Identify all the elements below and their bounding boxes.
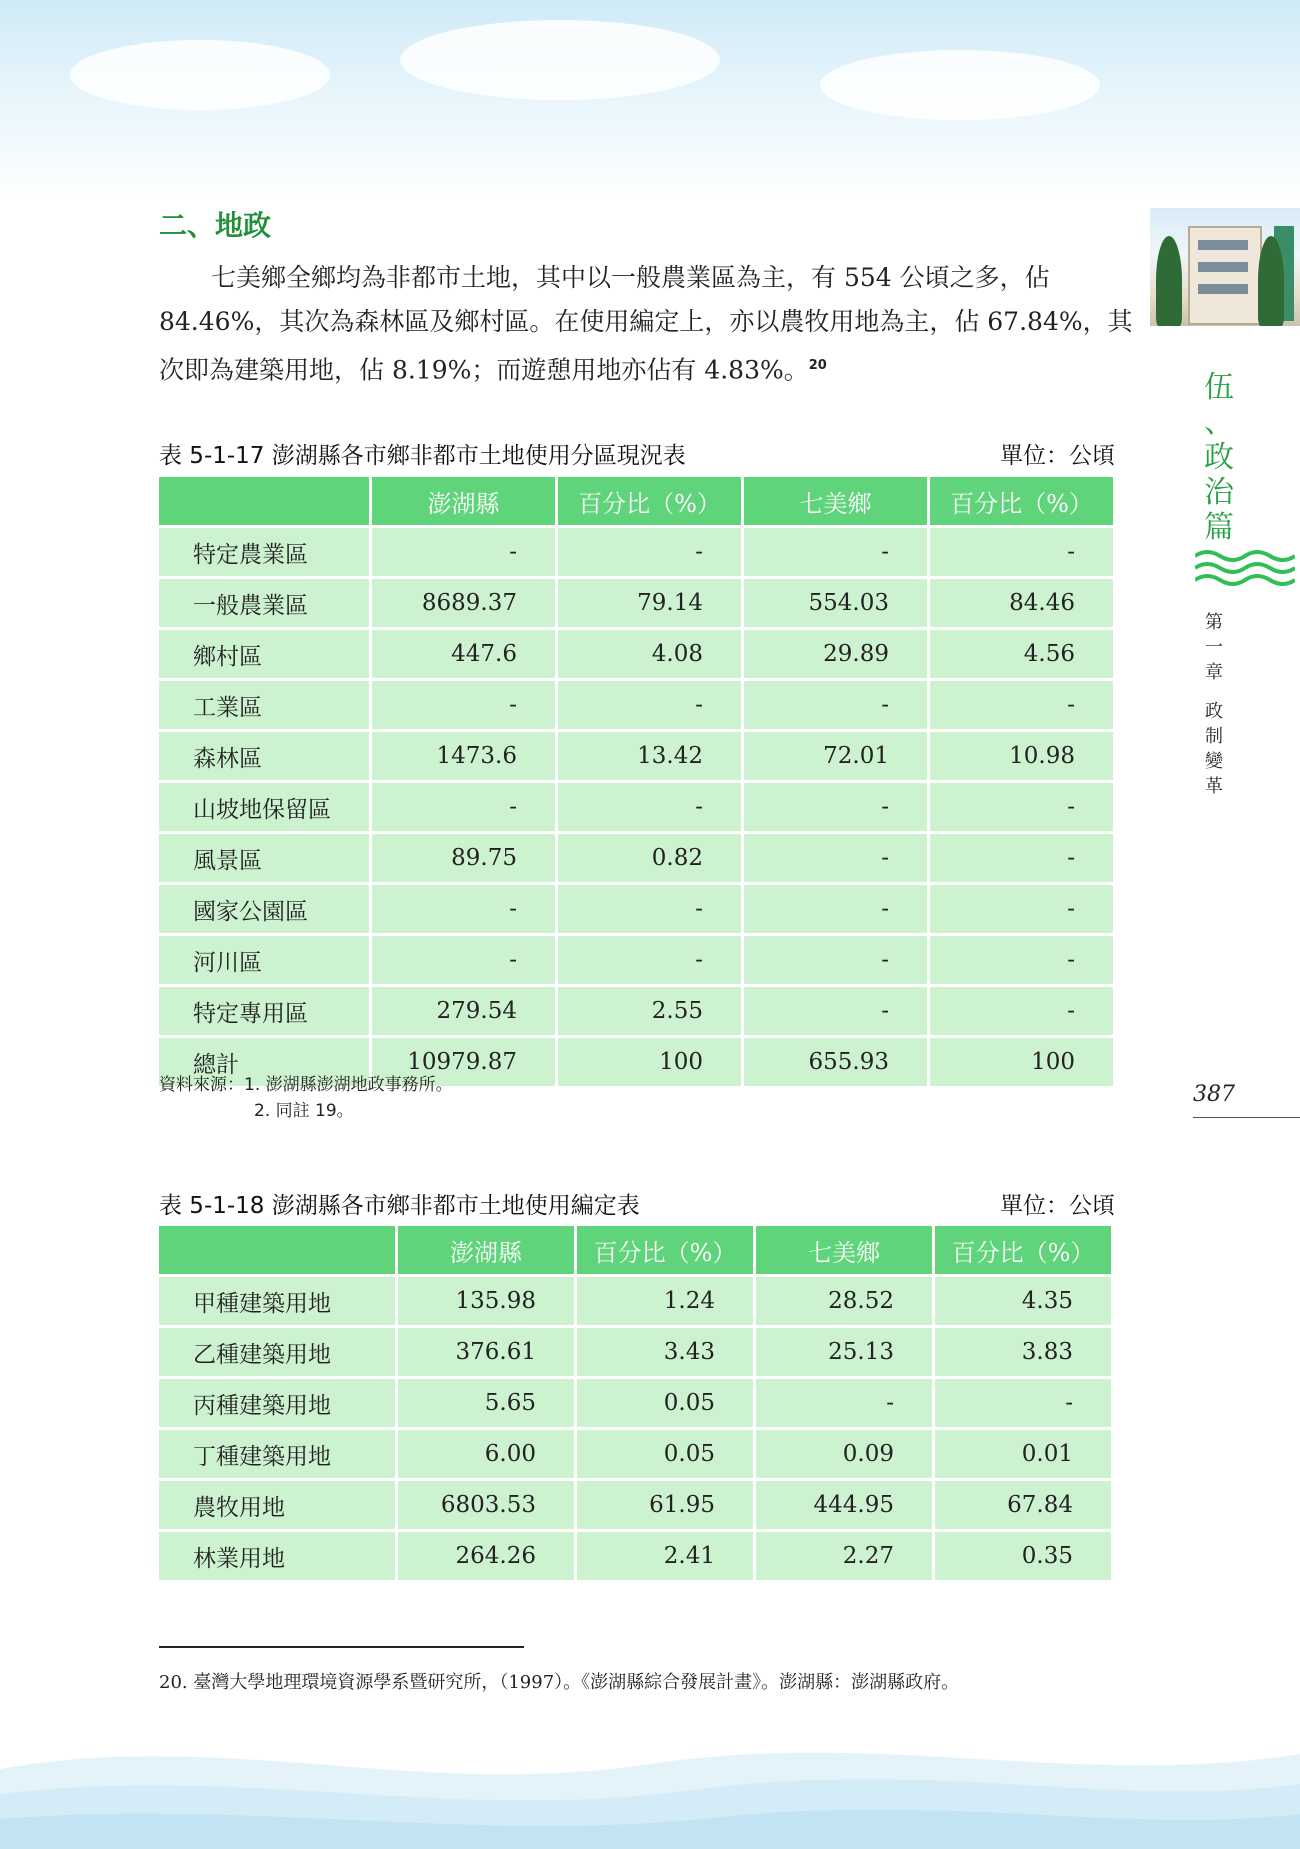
table-cell: - <box>930 987 1113 1035</box>
page-number-rule <box>1193 1117 1300 1118</box>
row-label: 總計 <box>159 1038 369 1086</box>
chapter-title-char: 政 <box>1205 701 1223 722</box>
paragraph-line: 次即為建築用地，佔 8.19%；而遊憩用地亦佔有 4.83%。 <box>159 355 809 385</box>
chapter-title-char: 章 <box>1205 662 1223 683</box>
table2-unit: 單位：公頃 <box>1000 1193 1115 1219</box>
table-header-cell: 澎湖縣 <box>372 477 555 525</box>
row-label: 甲種建築用地 <box>159 1277 395 1325</box>
table-row <box>159 936 1113 984</box>
row-label: 森林區 <box>159 732 369 780</box>
table-cell: 79.14 <box>558 579 741 627</box>
table-cell: 6.00 <box>398 1430 574 1478</box>
table-cell: 554.03 <box>744 579 927 627</box>
table-header-cell: 七美鄉 <box>756 1226 932 1274</box>
part-title-char: 治 <box>1204 475 1234 510</box>
table-cell: 264.26 <box>398 1532 574 1580</box>
table-row <box>159 885 1113 933</box>
footnote-reference[interactable]: 20 <box>808 358 827 373</box>
page-number: 387 <box>1193 1082 1235 1107</box>
footnote-divider <box>159 1646 524 1648</box>
table-row <box>159 987 1113 1035</box>
table-cell: 0.05 <box>577 1379 753 1427</box>
table-row <box>159 834 1113 882</box>
table-cell: 4.56 <box>930 630 1113 678</box>
part-title-char: 伍 <box>1204 370 1234 405</box>
chapter-title-char: 革 <box>1205 776 1223 797</box>
section-title: 二、地政 <box>159 209 272 242</box>
footnote-text: 20. 臺灣大學地理環境資源學系暨研究所，（1997）。《澎湖縣綜合發展計畫》。澎湖縣：澎湖縣政府。 <box>159 1672 960 1693</box>
table-cell: 5.65 <box>398 1379 574 1427</box>
table-cell: 135.98 <box>398 1277 574 1325</box>
window-shape <box>1198 284 1248 294</box>
table-row <box>159 1532 1111 1580</box>
table-header-cell: 百分比（%） <box>935 1226 1111 1274</box>
part-title-vertical <box>1199 370 1239 545</box>
table-cell: - <box>935 1379 1111 1427</box>
table-cell: 10979.87 <box>372 1038 555 1086</box>
table-cell: 2.41 <box>577 1532 753 1580</box>
table-header-cell: 百分比（%） <box>930 477 1113 525</box>
table1-title: 表 5-1-17 澎湖縣各市鄉非都市土地使用分區現況表 <box>159 443 686 469</box>
cloud-decoration <box>400 20 720 100</box>
table1-source <box>159 1072 453 1124</box>
table-cell: - <box>558 885 741 933</box>
table-cell: - <box>558 528 741 576</box>
table-cell: 28.52 <box>756 1277 932 1325</box>
chapter-title-char: 第 <box>1205 612 1223 633</box>
table-cell: 72.01 <box>744 732 927 780</box>
wave-footer-decoration <box>0 1709 1300 1849</box>
table-cell: - <box>744 783 927 831</box>
paragraph-line: 84.46%，其次為森林區及鄉村區。在使用編定上，亦以農牧用地為主，佔 67.84%，其 <box>159 307 1133 336</box>
table-cell: 0.01 <box>935 1430 1111 1478</box>
table-cell: - <box>744 528 927 576</box>
body-paragraph <box>159 256 1133 392</box>
row-label: 一般農業區 <box>159 579 369 627</box>
wave-icon <box>1195 548 1295 592</box>
table-cell: - <box>930 936 1113 984</box>
row-label: 丁種建築用地 <box>159 1430 395 1478</box>
row-label: 特定農業區 <box>159 528 369 576</box>
row-label: 乙種建築用地 <box>159 1328 395 1376</box>
table-cell: - <box>372 936 555 984</box>
window-shape <box>1198 240 1248 250</box>
table-header-cell: 百分比（%） <box>558 477 741 525</box>
table-cell: 444.95 <box>756 1481 932 1529</box>
table-cell: - <box>744 681 927 729</box>
table-cell: - <box>744 936 927 984</box>
table-cell: - <box>744 834 927 882</box>
table-header-cell <box>159 477 369 525</box>
table2-title: 表 5-1-18 澎湖縣各市鄉非都市土地使用編定表 <box>159 1193 640 1219</box>
source-line: 資料來源：1. 澎湖縣澎湖地政事務所。 <box>159 1075 453 1095</box>
table-row <box>159 1328 1111 1376</box>
table-cell: 655.93 <box>744 1038 927 1086</box>
table-cell: - <box>930 681 1113 729</box>
table-row <box>159 732 1113 780</box>
table-cell: - <box>372 681 555 729</box>
table1-unit: 單位：公頃 <box>1000 443 1115 469</box>
row-label: 河川區 <box>159 936 369 984</box>
table-row <box>159 630 1113 678</box>
table-cell: - <box>372 885 555 933</box>
table-cell: - <box>930 783 1113 831</box>
chapter-title-char: 變 <box>1205 751 1223 772</box>
table-row <box>159 1277 1111 1325</box>
table-cell: 84.46 <box>930 579 1113 627</box>
table1 <box>156 474 1116 1089</box>
table-cell: 2.55 <box>558 987 741 1035</box>
building-photo <box>1150 208 1300 326</box>
tree-shape <box>1156 236 1182 326</box>
sky-banner <box>0 0 1300 200</box>
table-row <box>159 1481 1111 1529</box>
table-cell: 29.89 <box>744 630 927 678</box>
table-cell: 100 <box>930 1038 1113 1086</box>
row-label: 林業用地 <box>159 1532 395 1580</box>
row-label: 工業區 <box>159 681 369 729</box>
table-cell: 279.54 <box>372 987 555 1035</box>
row-label: 丙種建築用地 <box>159 1379 395 1427</box>
row-label: 山坡地保留區 <box>159 783 369 831</box>
table-header-cell: 百分比（%） <box>577 1226 753 1274</box>
part-title-char: 、 <box>1204 405 1234 440</box>
table-cell: 67.84 <box>935 1481 1111 1529</box>
table-header-row <box>159 477 1113 525</box>
table-cell: 6803.53 <box>398 1481 574 1529</box>
table-row <box>159 528 1113 576</box>
row-label: 風景區 <box>159 834 369 882</box>
table-cell: 4.35 <box>935 1277 1111 1325</box>
table-cell: - <box>930 528 1113 576</box>
table-cell: 1473.6 <box>372 732 555 780</box>
table-cell: 13.42 <box>558 732 741 780</box>
table-row <box>159 1430 1111 1478</box>
table-cell: 61.95 <box>577 1481 753 1529</box>
table-cell: - <box>372 528 555 576</box>
row-label: 特定專用區 <box>159 987 369 1035</box>
table-row <box>159 681 1113 729</box>
cloud-decoration <box>70 40 330 110</box>
cloud-decoration <box>820 50 1100 120</box>
table-cell: 376.61 <box>398 1328 574 1376</box>
table-cell: 2.27 <box>756 1532 932 1580</box>
table-cell: - <box>558 681 741 729</box>
table-cell: - <box>756 1379 932 1427</box>
source-line: 2. 同註 19。 <box>254 1101 354 1121</box>
table-cell: 0.05 <box>577 1430 753 1478</box>
part-title-char: 政 <box>1204 440 1234 475</box>
table-cell: 4.08 <box>558 630 741 678</box>
chapter-title-vertical <box>1199 610 1229 799</box>
chapter-title-char: 制 <box>1205 726 1223 747</box>
table-cell: - <box>744 885 927 933</box>
paragraph-line: 七美鄉全鄉均為非都市土地，其中以一般農業區為主，有 554 公頃之多，佔 <box>211 263 1050 292</box>
table-cell: - <box>930 834 1113 882</box>
table-cell: 0.09 <box>756 1430 932 1478</box>
chapter-title-char: 一 <box>1205 637 1223 658</box>
table-cell: 3.43 <box>577 1328 753 1376</box>
row-label: 農牧用地 <box>159 1481 395 1529</box>
table-cell: 89.75 <box>372 834 555 882</box>
table2 <box>156 1223 1114 1583</box>
table-cell: - <box>372 783 555 831</box>
table-header-cell: 澎湖縣 <box>398 1226 574 1274</box>
table-cell: 25.13 <box>756 1328 932 1376</box>
table-row <box>159 579 1113 627</box>
part-title-char: 篇 <box>1204 510 1234 545</box>
table-cell: 447.6 <box>372 630 555 678</box>
table-cell: 100 <box>558 1038 741 1086</box>
chapter-title-spacer <box>1199 685 1229 699</box>
table-cell: 0.82 <box>558 834 741 882</box>
table-cell: 3.83 <box>935 1328 1111 1376</box>
table-cell: - <box>558 783 741 831</box>
table-cell: 0.35 <box>935 1532 1111 1580</box>
table-cell: 8689.37 <box>372 579 555 627</box>
table-header-row <box>159 1226 1111 1274</box>
table-row <box>159 1379 1111 1427</box>
table-header-cell: 七美鄉 <box>744 477 927 525</box>
table-cell: 10.98 <box>930 732 1113 780</box>
table-header-cell <box>159 1226 395 1274</box>
table-row <box>159 783 1113 831</box>
window-shape <box>1198 262 1248 272</box>
table-cell: - <box>744 987 927 1035</box>
table-cell: 1.24 <box>577 1277 753 1325</box>
table-cell: - <box>558 936 741 984</box>
table-cell: - <box>930 885 1113 933</box>
row-label: 鄉村區 <box>159 630 369 678</box>
row-label: 國家公園區 <box>159 885 369 933</box>
tree-shape <box>1258 236 1284 326</box>
